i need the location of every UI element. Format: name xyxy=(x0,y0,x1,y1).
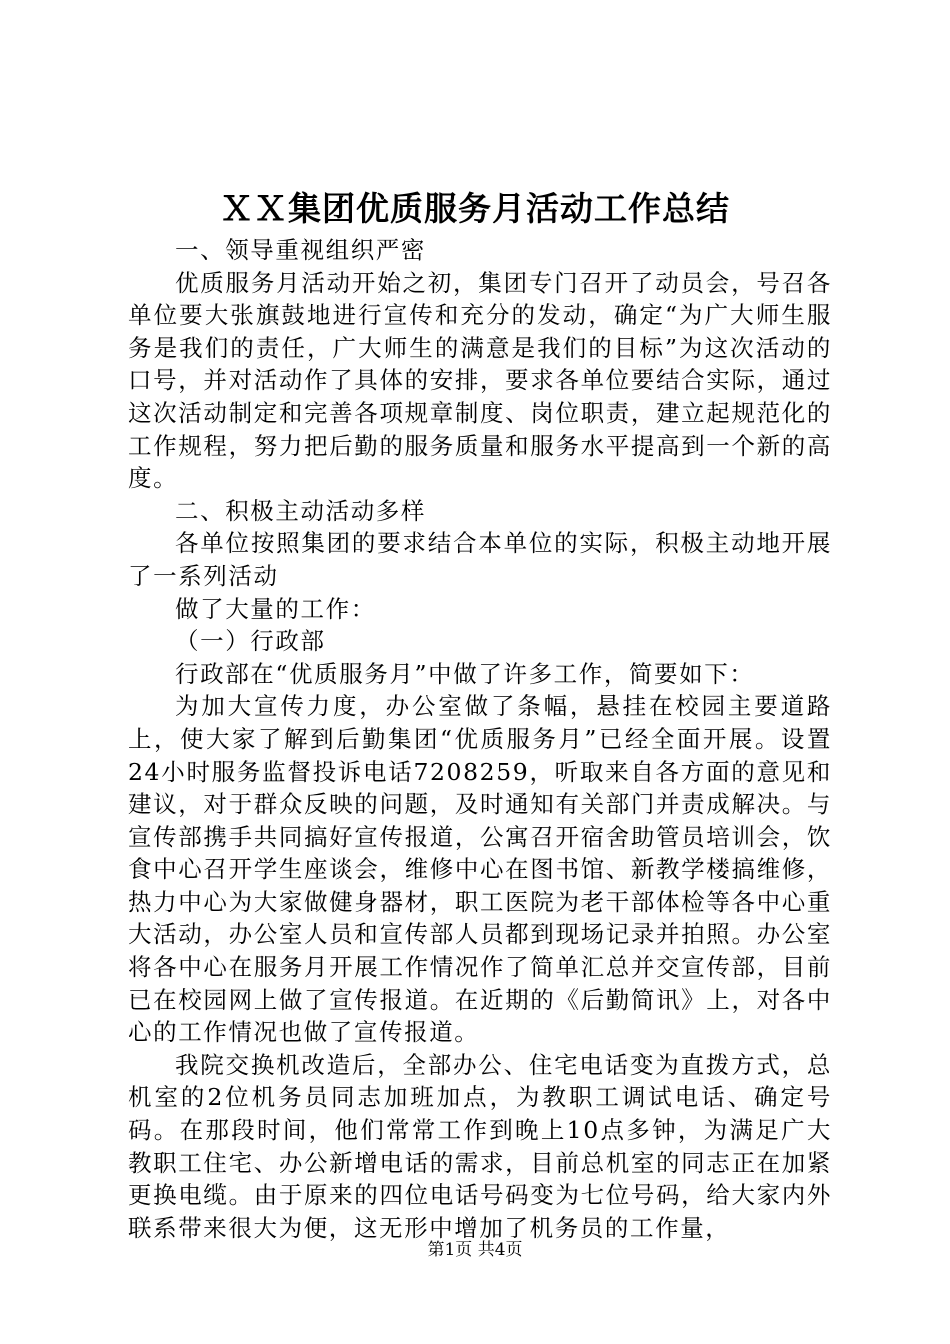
section-heading: 二、积极主动活动多样 xyxy=(175,496,426,525)
body-paragraph: 做了大量的工作： xyxy=(175,594,376,623)
section-heading: 一、领导重视组织严密 xyxy=(175,236,426,264)
subsection-heading: （一）行政部 xyxy=(175,627,326,656)
page-footer: 第1页 共4页 xyxy=(427,1240,523,1260)
document-body xyxy=(128,234,832,1244)
body-paragraph: 我院交换机改造后，全部办公、住宅电话变为直拨方式，总机室的2位机务员同志加班加点，为教职工调试电话、确定号码。在那段时间，他们常常工作到晚上10点多钟，为满足广大教职工住宅、办公新增电话的需求，目前总机室的同志正在加紧更换电缆。由于原来的四位电话号码变为七位号码，给大家内外联系带来很大为便，这无形中增加了机务员的工作量， xyxy=(128,1050,832,1242)
body-paragraph: 各单位按照集团的要求结合本单位的实际，积极主动地开展了一系列活动 xyxy=(128,529,832,590)
body-paragraph: 行政部在“优质服务月”中做了许多工作，简要如下： xyxy=(175,659,755,688)
body-paragraph: 优质服务月活动开始之初，集团专门召开了动员会，号召各单位要大张旗鼓地进行宣传和充分的发动，确定“为广大师生服务是我们的责任，广大师生的满意是我们的目标”为这次活动的口号，并对活动作了具体的安排，要求各单位要结合实际，通过这次活动制定和完善各项规章制度、岗位职责，建立起规范化的工作规程，努力把后勤的服务质量和服务水平提高到一个新的高度。 xyxy=(128,268,832,493)
body-paragraph: 为加大宣传力度，办公室做了条幅，悬挂在校园主要道路上，使大家了解到后勤集团“优质服务月”已经全面开展。设置24小时服务监督投诉电话7208259，听取来自各方面的意见和建议，对于群众反映的问题，及时通知有关部门并责成解决。与宣传部携手共同搞好宣传报道，公寓召开宿舍助管员培训会，饮食中心召开学生座谈会，维修中心在图书馆、新教学楼搞维修，热力中心为大家做健身器材，职工医院为老干部体检等各中心重大活动，办公室人员和宣传部人员都到现场记录并拍照。办公室将各中心在服务月开展工作情况作了简单汇总并交宣传部，目前已在校园网上做了宣传报道。在近期的《后勤简讯》上，对各中心的工作情况也做了宣传报道。 xyxy=(128,692,832,1047)
document-title: ＸＸ集团优质服务月活动工作总结 xyxy=(220,189,730,228)
